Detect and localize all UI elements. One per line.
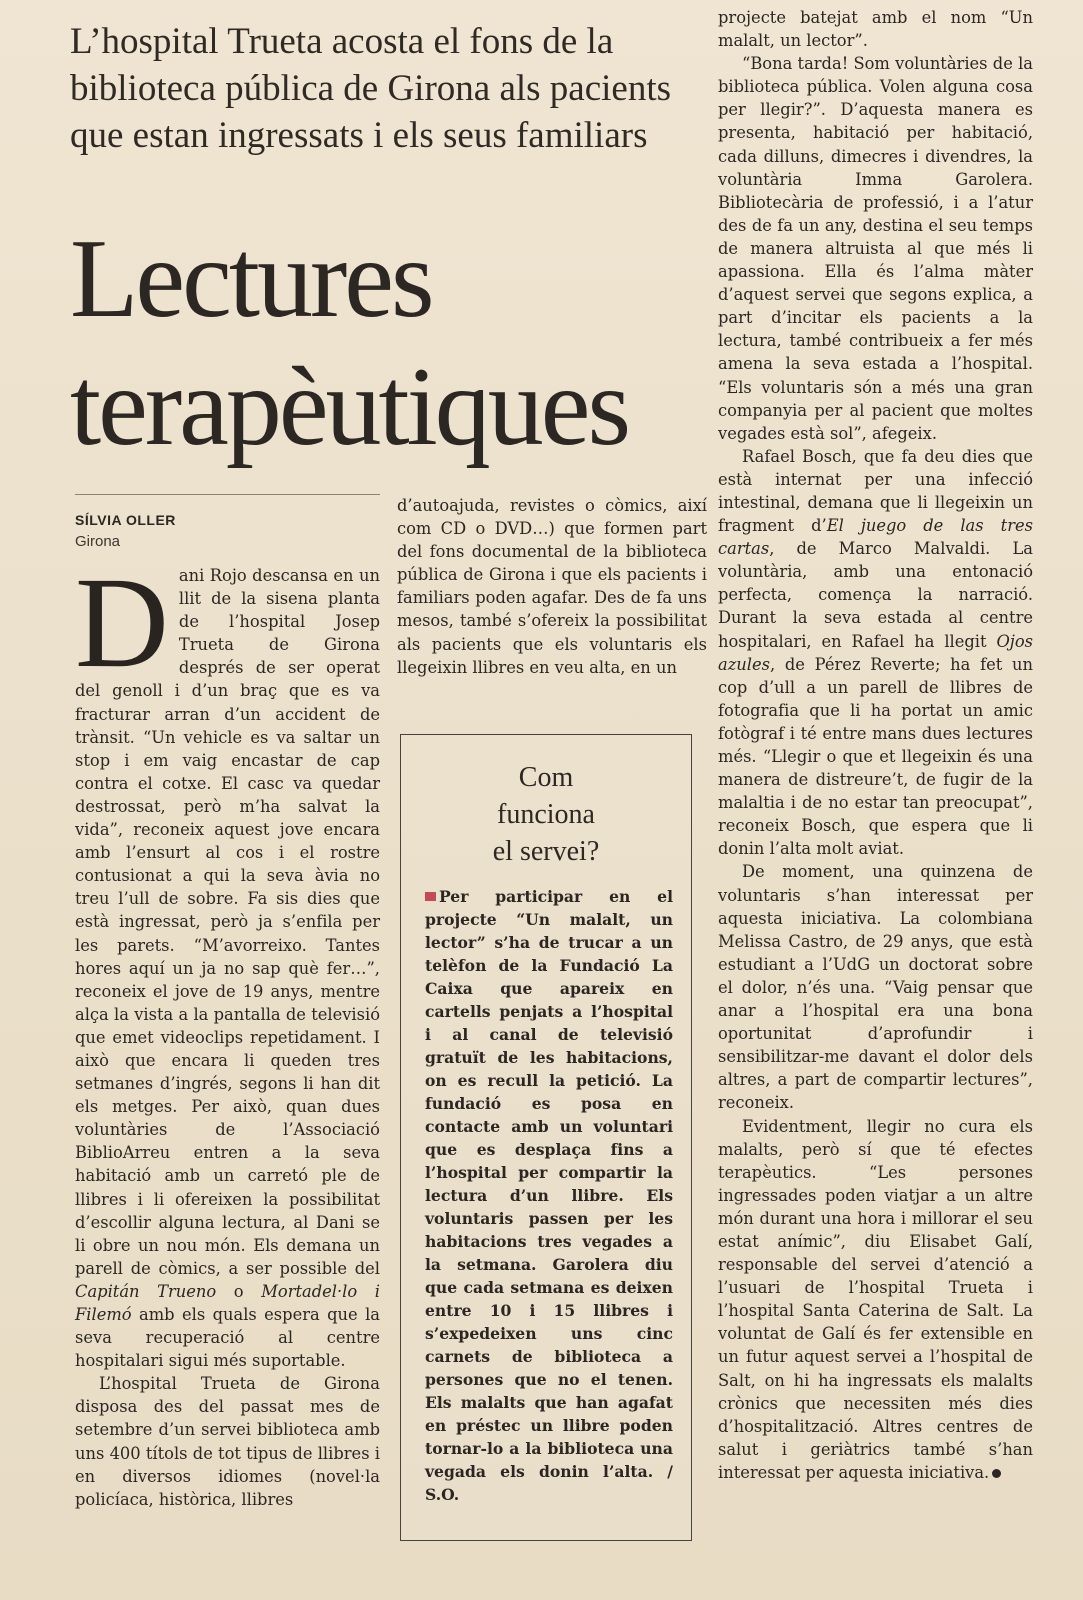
- book-title: El juego de las tres cartas: [718, 516, 1033, 559]
- article-subheadline: L’hospital Trueta acosta el fons de la biblioteca pública de Girona als pacients que estan ingressats i els seus familiars: [70, 21, 672, 156]
- paragraph-text: ani Rojo descansa en un llit de la sisena planta de l’hospital Josep Trueta de Girona després de ser operat del genoll i d’un braç que es va fracturar arran d’un accident de trànsit. “Un vehicle es va saltar un stop i em vaig encastar de cap contra el cotxe. El casc va quedar destrossat, però m’ha salvat la vida”, reconeix aquest jove encara amb l’ensurt al cos i el rostre contusionat a qui la seva àvia no treu l’ull de sobre. Fa sis dies que està ingressat, però ja s’enfila per les parets. “M’avorreixo. Tantes hores aquí un ja no sap què fer…”, reconeix el jove de 19 anys, mentre alça la vista a la pantalla de televisió que emet videoclips repetidament. I això que encara li queden tres setmanes d’ingrés, segons li han dit els metges. Per això, quan dues voluntàries de l’Associació BiblioArreu entren a la seva habitació amb un carretó ple de llibres i li ofereixen la possibilitat d’escollir alguna lectura, al Dani se li obre un nou món. Els demana un parell de còmics, a ser possible del: [75, 566, 380, 1278]
- book-title: Mortadel·lo i Filemó: [75, 1281, 381, 1324]
- article-column-2: [397, 494, 707, 679]
- book-title: Ojos azules: [718, 631, 1033, 674]
- article-column-3: [718, 6, 1033, 1484]
- sidebar-body: [425, 885, 673, 1506]
- paragraph-text: o: [216, 1281, 262, 1301]
- article-title: [70, 215, 720, 471]
- sidebar-title-line: funciona: [497, 799, 595, 830]
- paragraph: De moment, una quinzena de voluntaris s’han interessat per aquesta iniciativa. La colombiana Melissa Castro, de 29 anys, que està estudiant a l’UdG un doctorat sobre el dolor, n’és una. “Vaig pensar que anar a l’hospital era una bona oportunitat d’aprofundir i sensibilitzar-me davant el dolor dels altres, a part de compartir lectures”, reconeix.: [718, 862, 1033, 1113]
- paragraph-text: , de Marco Malvaldi. La voluntària, amb una entonació perfecta, comença la narració. Durant la seva estada al centre hospitalari, en Rafael ha llegit: [718, 539, 1033, 651]
- end-mark-icon: [992, 1469, 1001, 1478]
- paragraph-text: Evidentment, llegir no cura els malalts, però sí que té efectes terapèutics. “Les persones ingressades poden viatjar a un altre món durant una hora i millorar el seu estat anímic”, diu Elisabet Galí, responsable del servei d’atenció a l’usuari de l’hospital Trueta i l’hospital Santa Caterina de Salt. La voluntat de Galí és fer extensible en un futur aquest servei a l’hospital de Salt, on hi ha ingressats els malalts crònics que necessiten més dies d’hospitalització. Altres centres de salut i geriàtrics també s’han interessat per aquesta iniciativa.: [718, 1116, 1033, 1482]
- paragraph: d’autoajuda, revistes o còmics, així com CD o DVD…) que formen part del fons documental de la biblioteca pública de Girona i que els pacients i familiars poden agafar. Des de fa uns mesos, també s’ofereix la possibilitat als pacients que els voluntaris els llegeixin llibres en veu alta, en un: [397, 496, 707, 677]
- byline-rule: [75, 494, 380, 495]
- sidebar-title-line: el servei?: [492, 836, 600, 867]
- paragraph: [718, 445, 1033, 861]
- book-title: Capitán Trueno: [75, 1281, 217, 1301]
- paragraph: projecte batejat amb el nom “Un malalt, un lector”.: [718, 8, 1033, 51]
- drop-cap: D: [75, 551, 169, 695]
- paragraph: L’hospital Trueta de Girona disposa des del passat mes de setembre d’un servei biblioteca amb uns 400 títols de tot tipus de llibres i en diversos idiomes (novel·la policíaca, històrica, llibres: [75, 1374, 380, 1509]
- sidebar-title-line: Com: [518, 762, 574, 793]
- sidebar-box: [400, 734, 692, 1541]
- paragraph-text: Rafael Bosch, que fa deu dies que està internat per una infecció intestinal, demana que li llegeixin un fragment d’: [718, 446, 1033, 536]
- paragraph-text: , de Pérez Reverte; ha fet un cop d’ull a un parell de llibres de fotografia que li ha portat un amic fotògraf i té entre mans dues lectures més. “Llegir o que et llegeixin és una manera de distreure’t, de fugir de la malaltia i de no estar tan preocupat”, reconeix Bosch, que espera que li donin l’alta molt aviat.: [718, 654, 1033, 859]
- paragraph-text: amb els quals espera que la seva recuperació al centre hospitalari sigui més suportable.: [75, 1305, 380, 1371]
- title-line-1: Lectures: [70, 217, 432, 341]
- title-line-2: terapèutiques: [70, 345, 629, 469]
- sidebar-text: Per participar en el projecte “Un malalt, un lector” s’ha de trucar a un telèfon de la Fundació La Caixa que apareix en cartells penjats a l’hospital i al canal de televisió gratuït de les habitacions, on es recull la petició. La fundació es posa en contacte amb un voluntari que es desplaça fins a l’hospital per compartir la lectura d’un llibre. Els voluntaris passen per les habitacions tres vegades a la setmana. Garolera diu que cada setmana es deixen entre 10 i 15 llibres i s’expedeixen uns cinc carnets de biblioteca a persones que no el tenen. Els malalts que han agafat en préstec un llibre poden tornar-lo a la biblioteca una vegada els donin l’alta. / S.O.: [425, 887, 673, 1504]
- article-column-1: [75, 551, 381, 1511]
- paragraph: [75, 551, 381, 1372]
- bullet-icon: [425, 892, 436, 901]
- sidebar-title: [401, 759, 691, 870]
- author-location: Girona: [75, 533, 121, 550]
- author-name: SÍLVIA OLLER: [75, 512, 176, 528]
- paragraph: [718, 1115, 1033, 1485]
- paragraph: “Bona tarda! Som voluntàries de la biblioteca pública. Volen alguna cosa per llegir?”. D’aquesta manera es presenta, habitació per habitació, cada dilluns, dimecres i divendres, la voluntària Imma Garolera. Bibliotecària de professió, i a l’atur des de fa un any, destina el seu temps de manera altruista al que més li apassiona. Ella és l’alma màter d’aquest servei que segons explica, a part d’incitar els pacients a la lectura, també contribueix a fer més amena la seva estada a l’hospital. “Els voluntaris són a més una gran companyia per al pacient que moltes vegades està sol”, afegeix.: [718, 54, 1033, 443]
